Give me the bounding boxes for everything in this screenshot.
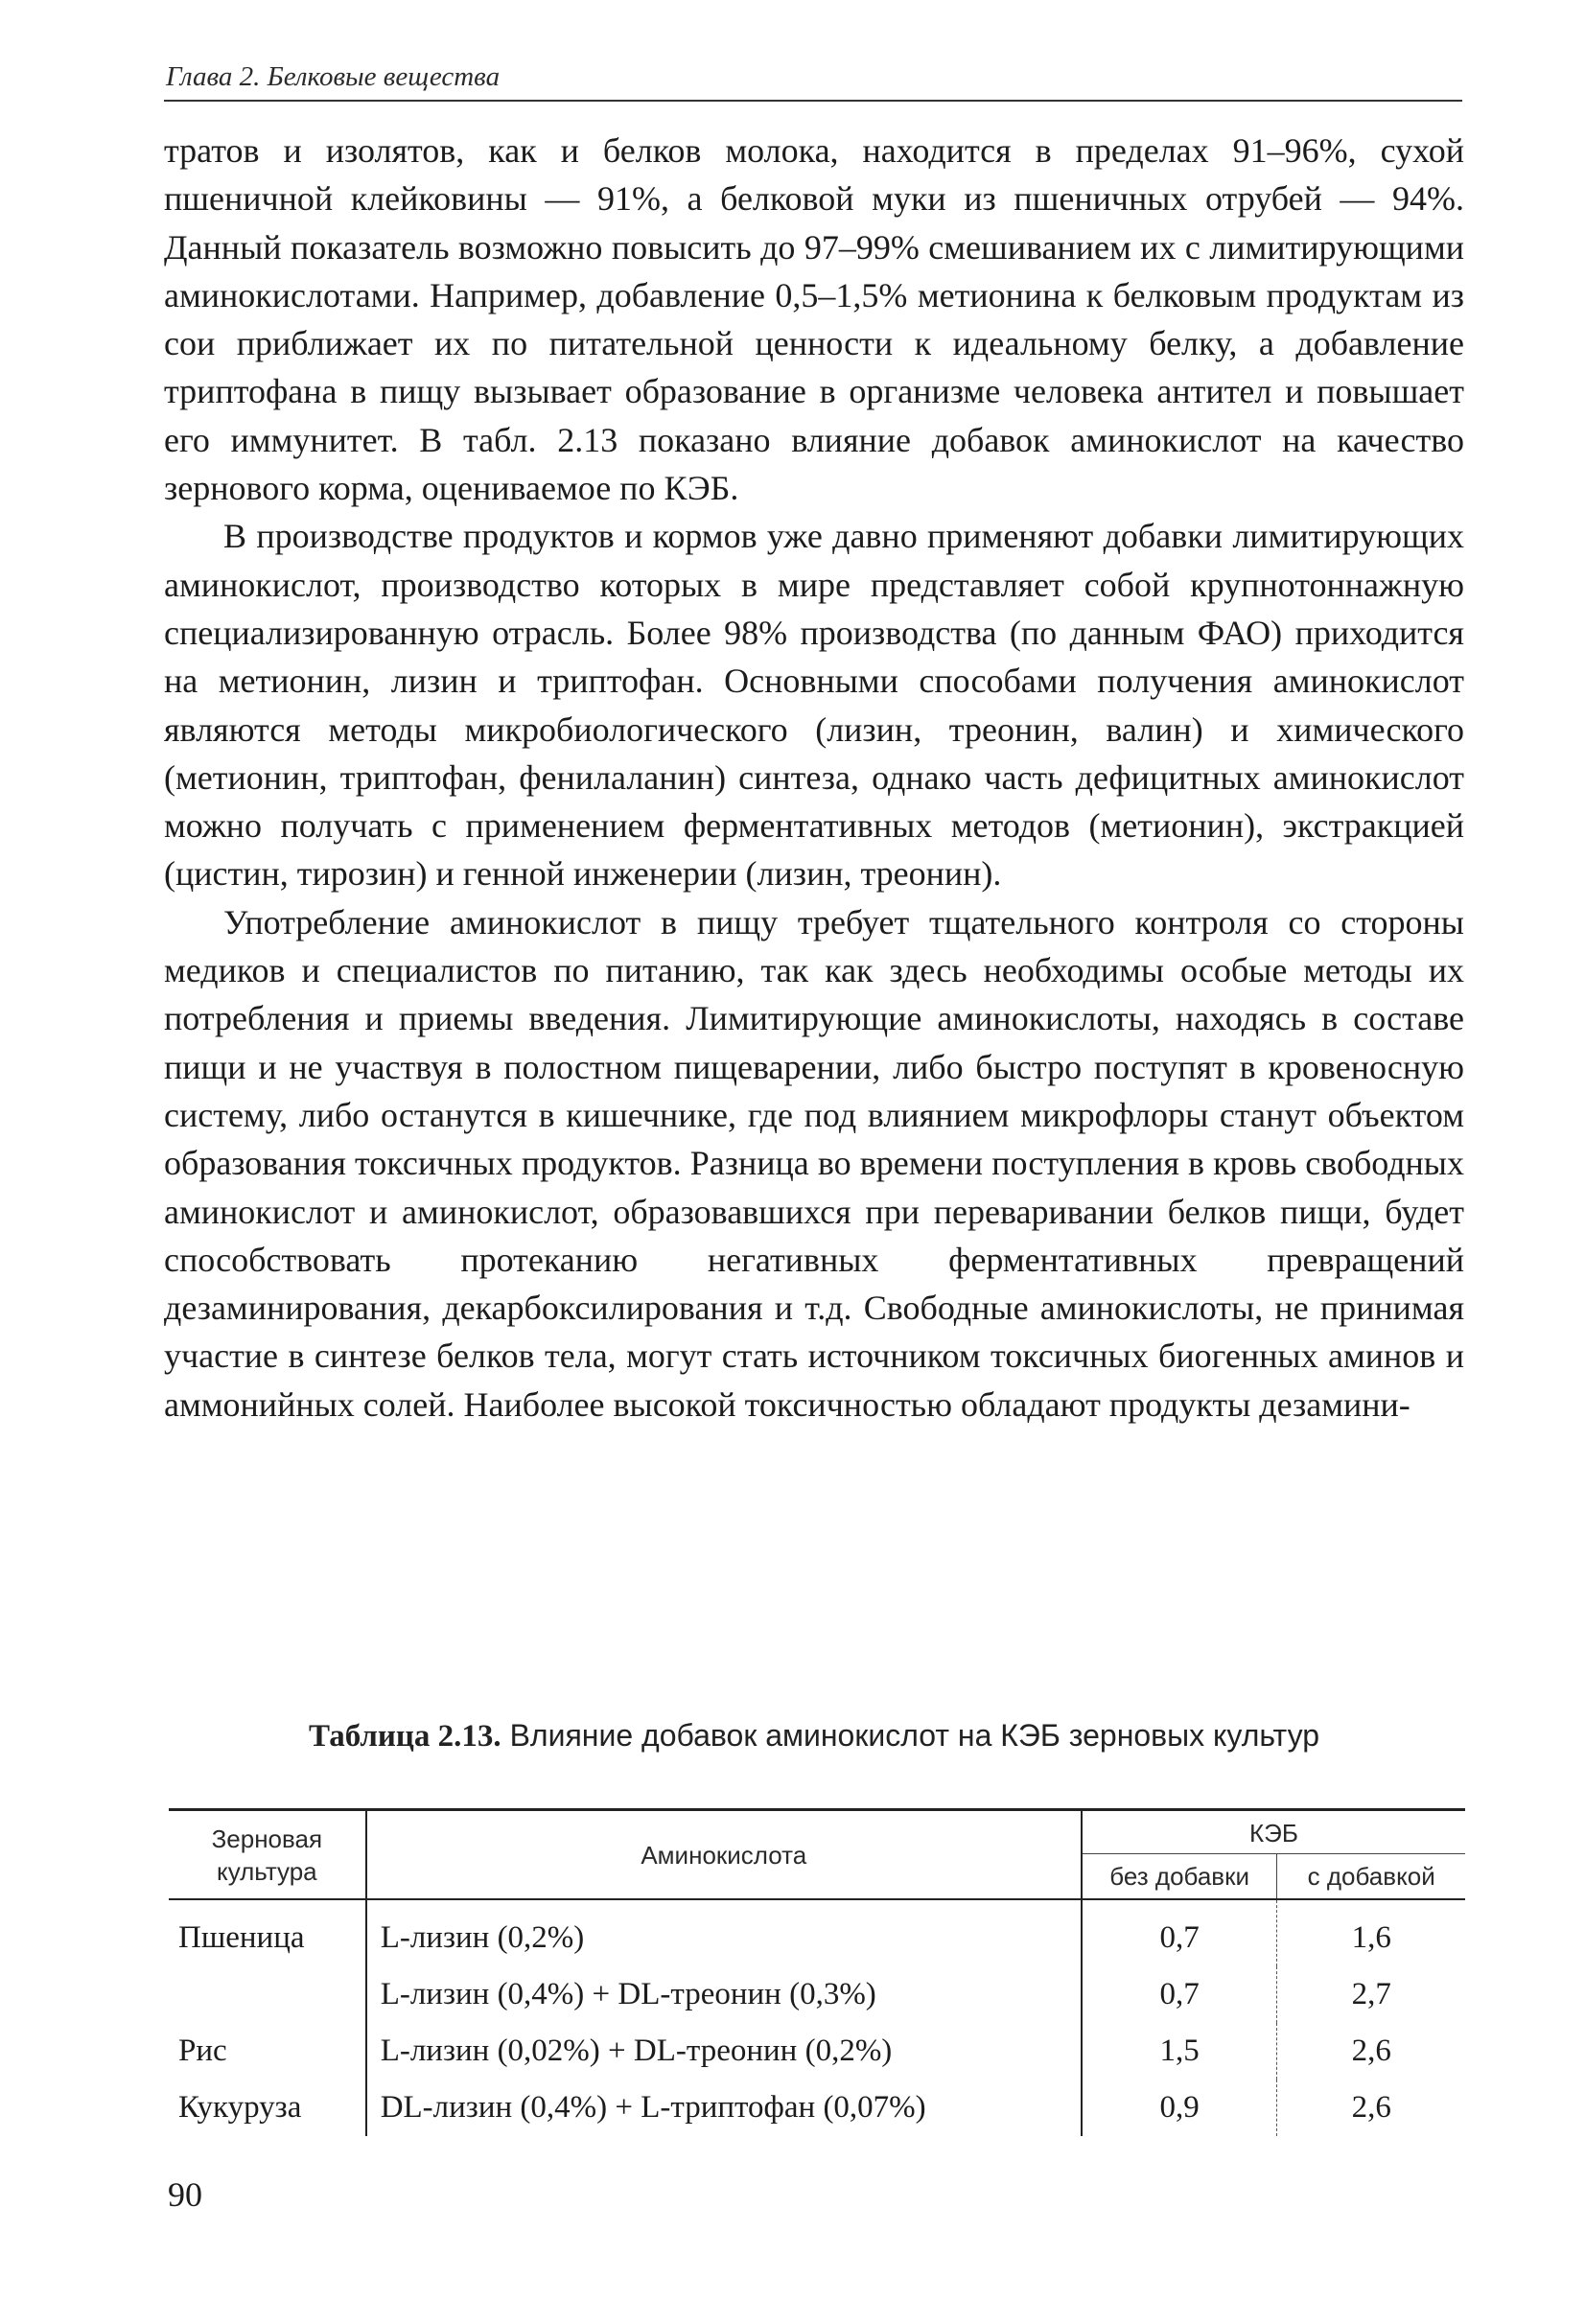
cell-without-additive: 0,9 — [1082, 2080, 1277, 2136]
cell-without-additive: 0,7 — [1082, 1966, 1277, 2023]
cell-crop: Пшеница — [178, 1920, 305, 1955]
page-number: 90 — [168, 2175, 202, 2214]
body-text — [164, 127, 1464, 1429]
cell-amino-acid: L-лизин (0,4%) + DL-треонин (0,3%) — [366, 1966, 1082, 2023]
table-caption-number: Таблица 2.13. — [309, 1719, 501, 1754]
table-row — [169, 2023, 1465, 2080]
running-head: Глава 2. Белковые вещества — [166, 61, 501, 92]
table-row — [169, 2080, 1465, 2136]
cell-without-additive: 1,5 — [1082, 2023, 1277, 2080]
table-row — [169, 1899, 1465, 1966]
header-without-additive: без добавки — [1082, 1854, 1277, 1900]
cell-amino-acid: DL-лизин (0,4%) + L-триптофан (0,07%) — [366, 2080, 1082, 2136]
header-keb: КЭБ — [1082, 1810, 1465, 1854]
header-amino-acid: Аминокислота — [366, 1810, 1082, 1900]
cell-with-additive: 2,6 — [1277, 2023, 1465, 2080]
paragraph: Употребление аминокислот в пищу требует тщательного контроля со стороны медиков и специалистов по питанию, так как здесь необходимы особые методы их потребления и приемы введения. Лимитирующие аминокислоты, находясь в составе пищи и не участвуя в полостном пищеварении, либо быстро поступят в кровеносную систему, либо останутся в кишечнике, где под влиянием микрофлоры станут объектом образования токсичных продуктов. Разница во времени поступления в кровь свободных аминокислот и аминокислот, образовавшихся при переваривании белков пищи, будет способствовать протеканию негативных ферментативных превращений дезаминирования, декарбоксилирования и т.д. Свободные аминокислоты, не принимая участие в синтезе белков тела, могут стать источником токсичных биогенных аминов и аммонийных солей. Наиболее высокой токсичностью обладают продукты дезамини- — [164, 902, 1464, 1424]
cell-crop — [169, 1966, 366, 2023]
cell-with-additive: 2,6 — [1277, 2080, 1465, 2136]
cell-without-additive: 0,7 — [1082, 1899, 1277, 1966]
data-table — [169, 1808, 1465, 2136]
table-row — [169, 1966, 1465, 2023]
header-crop: Зерновая культура — [169, 1810, 366, 1900]
header-with-additive: с добавкой — [1277, 1854, 1465, 1900]
table-caption-text: Влияние добавок аминокислот на КЭБ зерновых культур — [501, 1718, 1319, 1753]
header-rule — [164, 100, 1462, 102]
table-caption — [164, 1718, 1464, 1755]
cell-with-additive: 2,7 — [1277, 1966, 1465, 2023]
paragraph: В производстве продуктов и кормов уже давно применяют добавки лимитирующих аминокислот, производство которых в мире представляет собой крупнотоннажную специализированную отрасль. Более 98% производства (по данным ФАО) приходится на метионин, лизин и триптофан. Основными способами получения аминокислот являются методы микробиологического (лизин, треонин, валин) и химического (метионин, триптофан, фенилаланин) синтеза, однако часть дефицитных аминокислот можно получать с применением ферментативных методов (метионин), экстракцией (цистин, тирозин) и генной инженерии (лизин, треонин). — [164, 517, 1464, 894]
cell-amino-acid: L-лизин (0,02%) + DL-треонин (0,2%) — [366, 2023, 1082, 2080]
cell-crop: Рис — [178, 2034, 227, 2068]
cell-with-additive: 1,6 — [1277, 1899, 1465, 1966]
cell-crop: Кукуруза — [178, 2090, 302, 2125]
cell-amino-acid: L-лизин (0,2%) — [366, 1899, 1082, 1966]
paragraph-continued: тратов и изолятов, как и белков молока, находится в пределах 91–96%, сухой пшеничной клейковины — 91%, а белковой муки из пшеничных отрубей — 94%. Данный показатель возможно повысить до 97–99% смешиванием их с лимитирующими аминокислотами. Например, добавление 0,5–1,5% метионина к белковым продуктам из сои приближает их по питательной ценности к идеальному белку, а добавление триптофана в пищу вызывает образование в организме человека антител и повышает его иммунитет. В табл. 2.13 показано влияние добавок аминокислот на качество зернового корма, оцениваемое по КЭБ. — [164, 131, 1464, 508]
